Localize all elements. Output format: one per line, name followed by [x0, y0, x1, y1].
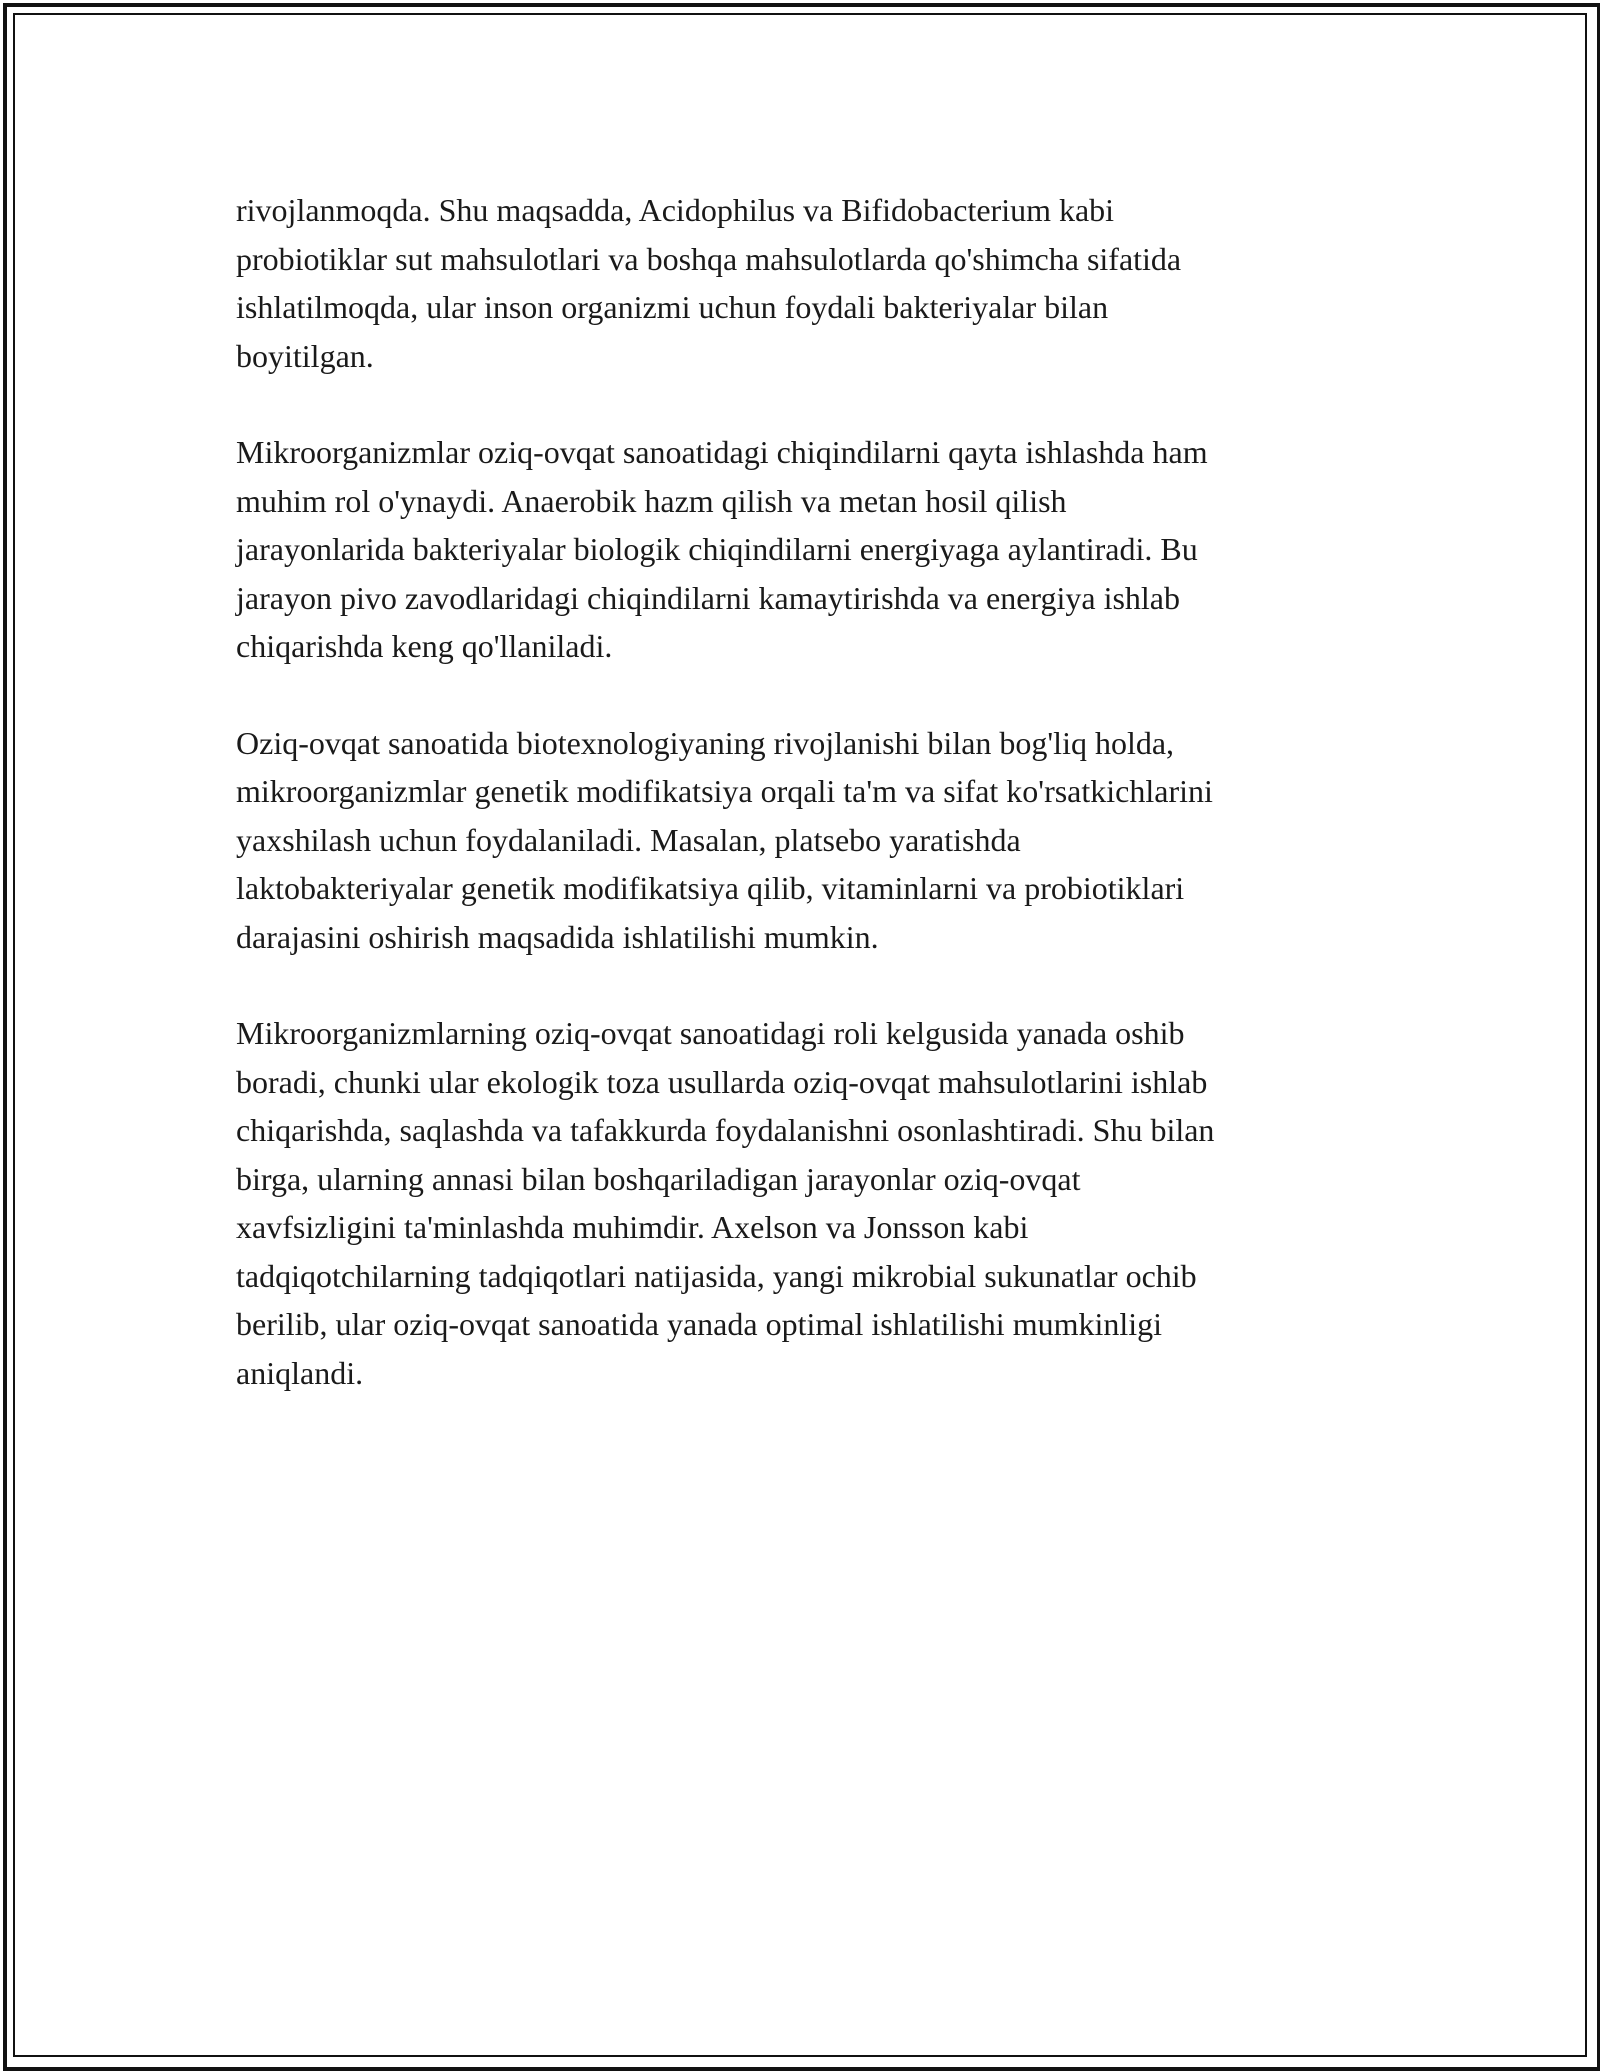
text-line: aniqlandi.	[236, 1354, 364, 1391]
text-line: muhim rol o'ynaydi. Anaerobik hazm qilish va metan hosil qilish	[236, 482, 1067, 519]
text-line: chiqarishda keng qo'llaniladi.	[236, 628, 613, 664]
paragraph-1	[236, 186, 1376, 380]
text-line: boradi, chunki ular ekologik toza usullarda oziq-ovqat mahsulotlarini ishlab	[236, 1063, 1208, 1100]
text-line: ishlatilmoqda, ular inson organizmi uchun foydali bakteriyalar bilan	[236, 289, 1109, 325]
text-line: yaxshilash uchun foydalaniladi. Masalan, platsebo yaratishda	[236, 821, 1021, 858]
text-line: probiotiklar sut mahsulotlari va boshqa mahsulotlarda qo'shimcha sifatida	[236, 240, 1182, 277]
text-line: rivojlanmoqda. Shu maqsadda, Acidophilus va Bifidobacterium kabi	[236, 192, 1115, 228]
paragraph-2	[236, 428, 1376, 671]
text-line: Oziq-ovqat sanoatida biotexnologiyaning rivojlanishi bilan bog'liq holda,	[236, 724, 1175, 761]
text-line: birga, ularning annasi bilan boshqariladigan jarayonlar oziq-ovqat	[236, 1160, 1081, 1197]
text-line: chiqarishda, saqlashda va tafakkurda foydalanishni osonlashtiradi. Shu bilan	[236, 1112, 1215, 1148]
text-line: darajasini oshirish maqsadida ishlatilishi mumkin.	[236, 918, 879, 955]
text-line: laktobakteriyalar genetik modifikatsiya qilib, vitaminlarni va probiotiklari	[236, 870, 1185, 906]
text-line: xavfsizligini ta'minlashda muhimdir. Axelson va Jonsson kabi	[236, 1209, 1029, 1245]
text-line: tadqiqotchilarning tadqiqotlari natijasida, yangi mikrobial sukunatlar ochib	[236, 1257, 1197, 1294]
paragraph-4	[236, 1009, 1376, 1397]
text-line: Mikroorganizmlarning oziq-ovqat sanoatidagi roli kelgusida yanada oshib	[236, 1015, 1185, 1051]
text-line: Mikroorganizmlar oziq-ovqat sanoatidagi chiqindilarni qayta ishlashda ham	[236, 434, 1208, 470]
text-line: mikroorganizmlar genetik modifikatsiya orqali ta'm va sifat ko'rsatkichlarini	[236, 773, 1213, 809]
text-line: jarayonlarida bakteriyalar biologik chiqindilarni energiyaga aylantiradi. Bu	[236, 531, 1198, 567]
document-body	[236, 186, 1376, 1445]
text-line: jarayon pivo zavodlaridagi chiqindilarni kamaytirishda va energiya ishlab	[236, 579, 1180, 616]
paragraph-3	[236, 719, 1376, 962]
text-line: berilib, ular oziq-ovqat sanoatida yanada optimal ishlatilishi mumkinligi	[236, 1306, 1163, 1342]
text-line: boyitilgan.	[236, 337, 374, 374]
